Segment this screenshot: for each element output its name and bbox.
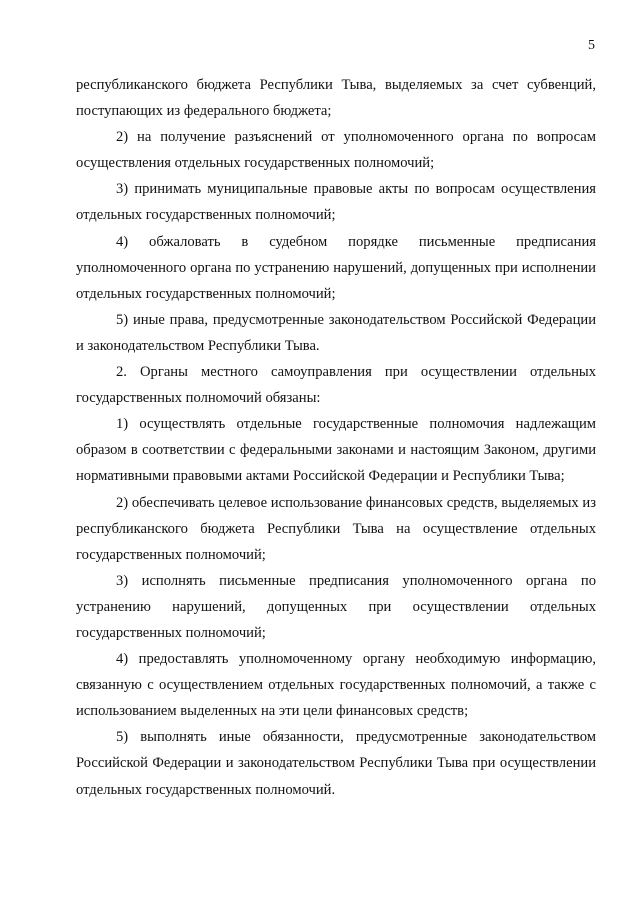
paragraph-section-2: 2. Органы местного самоуправления при осуществлении отдельных государственных полномочий обязаны: — [76, 364, 596, 407]
paragraph-right-4: 4) обжаловать в судебном порядке письменные предписания уполномоченного органа по устранению нарушений, допущенных при исполнении отдельных государственных полномочий; — [76, 233, 596, 302]
paragraph-duty-5: 5) выполнять иные обязанности, предусмотренные законодательством Российской Федерации и законодательством Республики Тыва при осуществлении отдельных государственных полномочий. — [76, 729, 596, 798]
paragraph-right-3: 3) принимать муниципальные правовые акты по вопросам осуществления отдельных государственных полномочий; — [76, 181, 596, 224]
paragraph-duty-4: 4) предоставлять уполномоченному органу необходимую информацию, связанную с осуществлением отдельных государственных полномочий, а также с использованием выделенных на эти цели финансовых средств; — [76, 651, 596, 720]
paragraph-right-2: 2) на получение разъяснений от уполномоченного органа по вопросам осуществления отдельных государственных полномочий; — [76, 129, 596, 172]
document-body — [76, 72, 596, 803]
paragraph-continuation: республиканского бюджета Республики Тыва, выделяемых за счет субвенций, поступающих из федерального бюджета; — [76, 77, 596, 120]
paragraph-right-5: 5) иные права, предусмотренные законодательством Российской Федерации и законодательством Республики Тыва. — [76, 311, 596, 354]
page-number: 5 — [588, 38, 595, 53]
paragraph-duty-1: 1) осуществлять отдельные государственные полномочия надлежащим образом в соответствии с федеральными законами и настоящим Законом, другими нормативными правовыми актами Российской Федерации и Республики Тыва; — [76, 416, 596, 485]
paragraph-duty-3: 3) исполнять письменные предписания уполномоченного органа по устранению нарушений, допущенных при осуществлении отдельных государственных полномочий; — [76, 572, 596, 641]
paragraph-duty-2: 2) обеспечивать целевое использование финансовых средств, выделяемых из республиканского бюджета Республики Тыва на осуществление отдельных государственных полномочий; — [76, 494, 596, 563]
